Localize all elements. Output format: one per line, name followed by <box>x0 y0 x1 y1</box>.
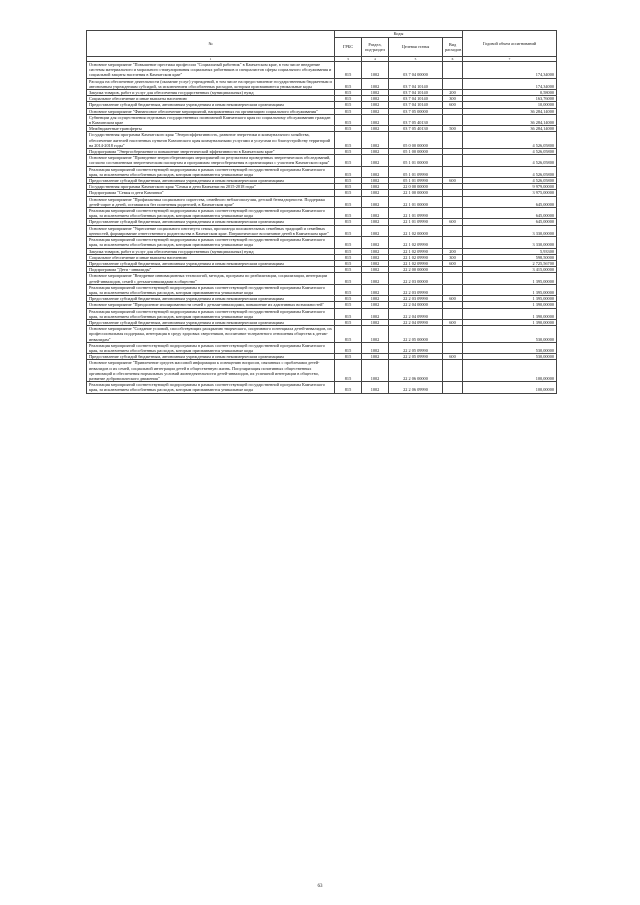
row-section: 1002 <box>362 296 389 302</box>
row-target-article: 22 1 01 09990 <box>389 208 443 219</box>
header-annual-volume: Годовой объем ассигнований <box>463 31 557 57</box>
table-row <box>87 382 557 393</box>
row-expense-type: 300 <box>443 254 463 260</box>
row-target-article: 22 2 05 00000 <box>389 326 443 343</box>
table-row <box>87 166 557 177</box>
row-amount: 530,00000 <box>463 354 557 360</box>
row-section: 1002 <box>362 284 389 295</box>
column-number-1: 1 <box>87 57 335 62</box>
row-target-article: 05 0 00 00000 <box>389 132 443 149</box>
row-section: 1002 <box>362 132 389 149</box>
row-amount: 4 526,05800 <box>463 155 557 166</box>
row-target-article: 22 0 00 00000 <box>389 184 443 190</box>
row-expense-type <box>443 326 463 343</box>
row-expense-type: 300 <box>443 96 463 102</box>
row-target-article: 22 1 02 09990 <box>389 254 443 260</box>
row-amount: 36 284,14000 <box>463 114 557 125</box>
row-target-article: 22 1 01 09990 <box>389 219 443 225</box>
table-row <box>87 360 557 382</box>
row-description: Подпрограмма "Дети - инвалиды" <box>87 267 335 273</box>
header-codes: Коды <box>335 31 463 38</box>
row-expense-type <box>443 78 463 89</box>
column-number-5: 5 <box>389 57 443 62</box>
row-target-article: 22 2 05 09990 <box>389 342 443 353</box>
row-section: 1002 <box>362 260 389 266</box>
row-expense-type <box>443 225 463 236</box>
row-grbs: 815 <box>335 62 362 79</box>
row-section: 1002 <box>362 196 389 207</box>
row-section: 1002 <box>362 326 389 343</box>
row-target-article: 22 2 04 09990 <box>389 319 443 325</box>
row-expense-type: 200 <box>443 90 463 96</box>
row-grbs: 815 <box>335 302 362 308</box>
row-amount: 174,34000 <box>463 62 557 79</box>
row-amount: 100,00000 <box>463 382 557 393</box>
row-grbs: 815 <box>335 132 362 149</box>
table-row <box>87 155 557 166</box>
row-amount: 3 415,00000 <box>463 267 557 273</box>
table-body <box>87 62 557 394</box>
header-section: Раздел, под-раздел <box>362 38 389 57</box>
row-description: Реализация мероприятий соответствующей подпрограммы в рамках соответствующей государственной программы Камчатского края, за исключением обособленных расходов, которым присваиваются уникальные коды <box>87 208 335 219</box>
row-section: 1002 <box>362 354 389 360</box>
budget-table <box>86 30 557 394</box>
header-expense-type: Вид расходов <box>443 38 463 57</box>
row-expense-type: 600 <box>443 319 463 325</box>
row-amount: 645,00000 <box>463 196 557 207</box>
row-target-article: 22 2 03 00000 <box>389 273 443 284</box>
row-section: 1002 <box>362 108 389 114</box>
row-description: Основное мероприятие "Финансовое обеспечение мероприятий, направленных на организацию социального обслуживания" <box>87 108 335 114</box>
row-section: 1002 <box>362 254 389 260</box>
row-section: 1002 <box>362 155 389 166</box>
row-grbs: 815 <box>335 184 362 190</box>
table-row <box>87 62 557 79</box>
row-amount: 1 395,00000 <box>463 273 557 284</box>
row-target-article: 03 7 05 00000 <box>389 108 443 114</box>
row-grbs: 815 <box>335 149 362 155</box>
row-description: Реализация мероприятий соответствующей подпрограммы в рамках соответствующей государственной программы Камчатского края, за исключением обособленных расходов, которым присваиваются уникальные коды <box>87 166 335 177</box>
row-expense-type <box>443 62 463 79</box>
row-amount: 598,50000 <box>463 254 557 260</box>
row-grbs: 815 <box>335 354 362 360</box>
row-expense-type <box>443 273 463 284</box>
row-grbs: 815 <box>335 78 362 89</box>
row-target-article: 05 1 01 09990 <box>389 178 443 184</box>
table-row <box>87 132 557 149</box>
row-expense-type: 600 <box>443 102 463 108</box>
row-section: 1002 <box>362 225 389 236</box>
row-description: Основное мероприятие "Укрепление социального института семьи, пропаганда положительных семейных традиций и семейных ценностей, формирование ответственного родительства в Камчатском крае. Патриотическое воспитание детей в Камчатском крае" <box>87 225 335 236</box>
row-target-article: 03 7 04 10140 <box>389 102 443 108</box>
row-amount: 163,76000 <box>463 96 557 102</box>
row-grbs: 815 <box>335 248 362 254</box>
row-target-article: 22 2 06 09990 <box>389 382 443 393</box>
row-grbs: 815 <box>335 382 362 393</box>
row-target-article: 22 1 02 09990 <box>389 260 443 266</box>
row-expense-type <box>443 155 463 166</box>
row-section: 1002 <box>362 319 389 325</box>
table-row <box>87 78 557 89</box>
row-expense-type <box>443 308 463 319</box>
row-description: Реализация мероприятий соответствующей подпрограммы в рамках соответствующей государственной программы Камчатского края, за исключением обособленных расходов, которым присваиваются уникальные коды <box>87 342 335 353</box>
row-expense-type <box>443 132 463 149</box>
row-expense-type <box>443 360 463 382</box>
table-row <box>87 114 557 125</box>
column-number-4: 4 <box>362 57 389 62</box>
row-amount: 0,58000 <box>463 90 557 96</box>
row-grbs: 815 <box>335 155 362 166</box>
row-grbs: 815 <box>335 319 362 325</box>
row-target-article: 22 2 03 09990 <box>389 296 443 302</box>
row-amount: 36 284,14000 <box>463 126 557 132</box>
row-amount: 4 526,05800 <box>463 166 557 177</box>
row-grbs: 815 <box>335 90 362 96</box>
column-number-6: 6 <box>443 57 463 62</box>
table-row <box>87 196 557 207</box>
row-description: Закупка товаров, работ и услуг для обеспечения государственных (муниципальных) нужд <box>87 90 335 96</box>
table-row <box>87 342 557 353</box>
row-amount: 3 330,00000 <box>463 225 557 236</box>
row-description: Основное мероприятие "Создание условий, способствующих раскрытию творческого, спортивного потенциала детей-инвалидов, их профессиональная поддержка, интеграция в среду здоровых сверстников, воспитание толерантного отношения общества к детям-инвалидам" <box>87 326 335 343</box>
row-grbs: 815 <box>335 114 362 125</box>
row-target-article: 22 2 06 00000 <box>389 360 443 382</box>
row-description: Предоставление субсидий бюджетным, автономным учреждениям и иным некоммерческим организациям <box>87 260 335 266</box>
row-section: 1002 <box>362 360 389 382</box>
row-grbs: 815 <box>335 284 362 295</box>
row-section: 1002 <box>362 273 389 284</box>
row-grbs: 815 <box>335 196 362 207</box>
row-expense-type <box>443 196 463 207</box>
row-section: 1002 <box>362 166 389 177</box>
table-row <box>87 308 557 319</box>
row-grbs: 815 <box>335 326 362 343</box>
row-target-article: 22 2 03 09990 <box>389 284 443 295</box>
row-grbs: 815 <box>335 208 362 219</box>
row-amount: 36 284,14000 <box>463 108 557 114</box>
row-grbs: 815 <box>335 237 362 248</box>
row-description: Социальное обеспечение и иные выплаты населению <box>87 96 335 102</box>
row-section: 1002 <box>362 267 389 273</box>
row-amount: 4 526,05800 <box>463 178 557 184</box>
row-description: Расходы на обеспечение деятельности (оказание услуг) учреждений, в том числе на предоставление государственным бюджетным и автономным учреждениям субсидий, за исключением обособленных расходов, которым присваиваются уникальные коды <box>87 78 335 89</box>
row-description: Подпрограмма "Семья и дети Камчатки" <box>87 190 335 196</box>
row-grbs: 815 <box>335 225 362 236</box>
row-description: Основное мероприятие "Преодоление изолированности семей с детьми-инвалидами, повышение их адаптивных возможностей" <box>87 302 335 308</box>
page-number: 63 <box>317 884 323 889</box>
row-description: Реализация мероприятий соответствующей подпрограммы в рамках соответствующей государственной программы Камчатского края, за исключением обособленных расходов, которым присваиваются уникальные коды <box>87 308 335 319</box>
row-section: 1002 <box>362 96 389 102</box>
row-expense-type: 600 <box>443 260 463 266</box>
row-amount: 645,00000 <box>463 208 557 219</box>
row-target-article: 22 1 02 09990 <box>389 248 443 254</box>
row-description: Предоставление субсидий бюджетным, автономным учреждениям и иным некоммерческим организациям <box>87 102 335 108</box>
table-row <box>87 273 557 284</box>
row-description: Предоставление субсидий бюджетным, автономным учреждениям и иным некоммерческим организациям <box>87 178 335 184</box>
row-expense-type: 600 <box>443 354 463 360</box>
header-grbs: ГРБС <box>335 38 362 57</box>
row-amount: 4 526,05800 <box>463 149 557 155</box>
row-amount: 530,00000 <box>463 326 557 343</box>
row-section: 1002 <box>362 219 389 225</box>
row-target-article: 22 1 00 00000 <box>389 190 443 196</box>
column-number-7: 7 <box>463 57 557 62</box>
table-row <box>87 237 557 248</box>
row-amount: 1 390,00000 <box>463 308 557 319</box>
row-target-article: 05 1 01 09990 <box>389 166 443 177</box>
row-description: Закупка товаров, работ и услуг для обеспечения государственных (муниципальных) нужд <box>87 248 335 254</box>
row-expense-type <box>443 382 463 393</box>
row-amount: 174,34000 <box>463 78 557 89</box>
row-amount: 1 395,00000 <box>463 284 557 295</box>
row-grbs: 815 <box>335 190 362 196</box>
row-amount: 4 526,05800 <box>463 132 557 149</box>
column-number-3: 3 <box>335 57 362 62</box>
row-section: 1002 <box>362 178 389 184</box>
row-target-article: 22 2 05 09990 <box>389 354 443 360</box>
row-description: Реализация мероприятий соответствующей подпрограммы в рамках соответствующей государственной программы Камчатского края, за исключением обособленных расходов, которым присваиваются уникальные коды <box>87 237 335 248</box>
row-expense-type: 600 <box>443 178 463 184</box>
table-row <box>87 326 557 343</box>
row-grbs: 815 <box>335 219 362 225</box>
row-section: 1002 <box>362 78 389 89</box>
row-section: 1002 <box>362 126 389 132</box>
row-target-article: 22 1 01 00000 <box>389 196 443 207</box>
row-expense-type <box>443 284 463 295</box>
row-description: Социальное обеспечение и иные выплаты населению <box>87 254 335 260</box>
row-description: Основное мероприятие "Внедрение инновационных технологий, методик, программ по реабилитации, социализации, интеграции детей-инвалидов, семей с детьми-инвалидами в общество" <box>87 273 335 284</box>
row-description: Государственная программа Камчатского края "Энергоэффективность, развитие энергетики и коммунального хозяйства, обеспечение жителей населенных пунктов Камчатского края коммунальными услугами и услугами по благоустройству территорий на 2014-2018 годы" <box>87 132 335 149</box>
row-description: Межбюджетные трансферты <box>87 126 335 132</box>
row-section: 1002 <box>362 102 389 108</box>
row-amount: 645,00000 <box>463 219 557 225</box>
row-section: 1002 <box>362 248 389 254</box>
row-amount: 100,00000 <box>463 360 557 382</box>
row-section: 1002 <box>362 62 389 79</box>
row-expense-type: 600 <box>443 219 463 225</box>
row-section: 1002 <box>362 184 389 190</box>
row-expense-type: 600 <box>443 296 463 302</box>
row-target-article: 03 7 05 40130 <box>389 114 443 125</box>
row-grbs: 815 <box>335 260 362 266</box>
row-amount: 9 979,00000 <box>463 184 557 190</box>
row-target-article: 22 2 00 00000 <box>389 267 443 273</box>
row-description: Подпрограмма "Энергосбережение и повышение энергетической эффективности в Камчатском крае" <box>87 149 335 155</box>
row-expense-type <box>443 166 463 177</box>
row-target-article: 03 7 04 00000 <box>389 62 443 79</box>
row-description: Предоставление субсидий бюджетным, автономным учреждениям и иным некоммерческим организациям <box>87 296 335 302</box>
row-section: 1002 <box>362 208 389 219</box>
row-description: Основное мероприятие "Проведение энергосберегающих мероприятий по результатам проведенных энергетических обследований, согласно составленным энергетическим паспортам и программам энергосбережения в организациях с участием Камчатского края" <box>87 155 335 166</box>
row-amount: 530,00000 <box>463 342 557 353</box>
row-amount: 10,00000 <box>463 102 557 108</box>
row-amount: 3 330,00000 <box>463 237 557 248</box>
row-section: 1002 <box>362 342 389 353</box>
row-grbs: 815 <box>335 166 362 177</box>
row-section: 1002 <box>362 237 389 248</box>
row-description: Основное мероприятие "Повышение престижа профессии "Социальный работник" в Камчатском крае, в том числе внедрение системы материального и морального стимулирования социальных работников и специалистов сферы социального обслуживания и социальной защиты населения в Камчатском крае" <box>87 62 335 79</box>
row-expense-type: 200 <box>443 248 463 254</box>
row-amount: 1 390,00000 <box>463 302 557 308</box>
row-target-article: 22 2 04 09990 <box>389 308 443 319</box>
row-section: 1002 <box>362 90 389 96</box>
row-section: 1002 <box>362 308 389 319</box>
row-grbs: 815 <box>335 360 362 382</box>
table-row <box>87 284 557 295</box>
row-amount: 1 390,00000 <box>463 319 557 325</box>
table-row <box>87 225 557 236</box>
row-grbs: 815 <box>335 126 362 132</box>
row-description: Субвенции для осуществления отдельных государственных полномочий Камчатского края по социальному обслуживанию граждан в Камчатском крае <box>87 114 335 125</box>
table-row <box>87 208 557 219</box>
row-grbs: 815 <box>335 178 362 184</box>
row-grbs: 815 <box>335 96 362 102</box>
row-amount: 3 975,00000 <box>463 190 557 196</box>
row-grbs: 815 <box>335 342 362 353</box>
row-target-article: 03 7 04 10140 <box>389 96 443 102</box>
row-description: Реализация мероприятий соответствующей подпрограммы в рамках соответствующей государственной программы Камчатского края, за исключением обособленных расходов, которым присваиваются уникальные коды <box>87 382 335 393</box>
row-grbs: 815 <box>335 108 362 114</box>
row-grbs: 815 <box>335 254 362 260</box>
row-section: 1002 <box>362 382 389 393</box>
row-amount: 5,93300 <box>463 248 557 254</box>
row-amount: 1 395,00000 <box>463 296 557 302</box>
row-amount: 2 725,56700 <box>463 260 557 266</box>
row-section: 1002 <box>362 302 389 308</box>
row-target-article: 22 2 04 00000 <box>389 302 443 308</box>
row-expense-type <box>443 342 463 353</box>
row-section: 1002 <box>362 114 389 125</box>
row-section: 1002 <box>362 190 389 196</box>
row-grbs: 815 <box>335 273 362 284</box>
row-description: Основное мероприятие "Профилактика социального сиротства, семейного неблагополучия, детской безнадзорности. Поддержка детей-сирот и детей, оставшихся без попечения родителей, в Камчатском крае" <box>87 196 335 207</box>
row-grbs: 815 <box>335 102 362 108</box>
row-target-article: 05 1 01 00000 <box>389 155 443 166</box>
row-target-article: 05 1 00 00000 <box>389 149 443 155</box>
row-target-article: 03 7 05 40130 <box>389 126 443 132</box>
row-description: Предоставление субсидий бюджетным, автономным учреждениям и иным некоммерческим организациям <box>87 354 335 360</box>
row-expense-type <box>443 237 463 248</box>
header-target: Целевая статья <box>389 38 443 57</box>
row-grbs: 815 <box>335 296 362 302</box>
row-expense-type <box>443 114 463 125</box>
row-description: Основное мероприятие "Привлечение средств массовой информации к освещению вопросов, связанных с проблемами детей-инвалидов и их семей, социальной интеграции детей в общественную жизнь. Популяризация позитивных общественных организаций и обеспечения нормальных условий жизнедеятельности детей-инвалидов, их успешной интеграции в общество, развитие добровольческого движения" <box>87 360 335 382</box>
row-section: 1002 <box>362 149 389 155</box>
row-description: Предоставление субсидий бюджетным, автономным учреждениям и иным некоммерческим организациям <box>87 319 335 325</box>
row-description: Реализация мероприятий соответствующей подпрограммы в рамках соответствующей государственной программы Камчатского края, за исключением обособленных расходов, которым присваиваются уникальные коды <box>87 284 335 295</box>
row-expense-type: 500 <box>443 126 463 132</box>
header-number: № <box>87 31 335 57</box>
row-target-article: 22 1 02 00000 <box>389 225 443 236</box>
row-description: Предоставление субсидий бюджетным, автономным учреждениям и иным некоммерческим организациям <box>87 219 335 225</box>
row-target-article: 03 7 04 10140 <box>389 78 443 89</box>
row-target-article: 03 7 04 10140 <box>389 90 443 96</box>
row-expense-type <box>443 208 463 219</box>
row-target-article: 22 1 02 09990 <box>389 237 443 248</box>
row-grbs: 815 <box>335 267 362 273</box>
row-description: Государственная программа Камчатского края "Семья и дети Камчатки на 2015-2018 годы" <box>87 184 335 190</box>
row-grbs: 815 <box>335 308 362 319</box>
